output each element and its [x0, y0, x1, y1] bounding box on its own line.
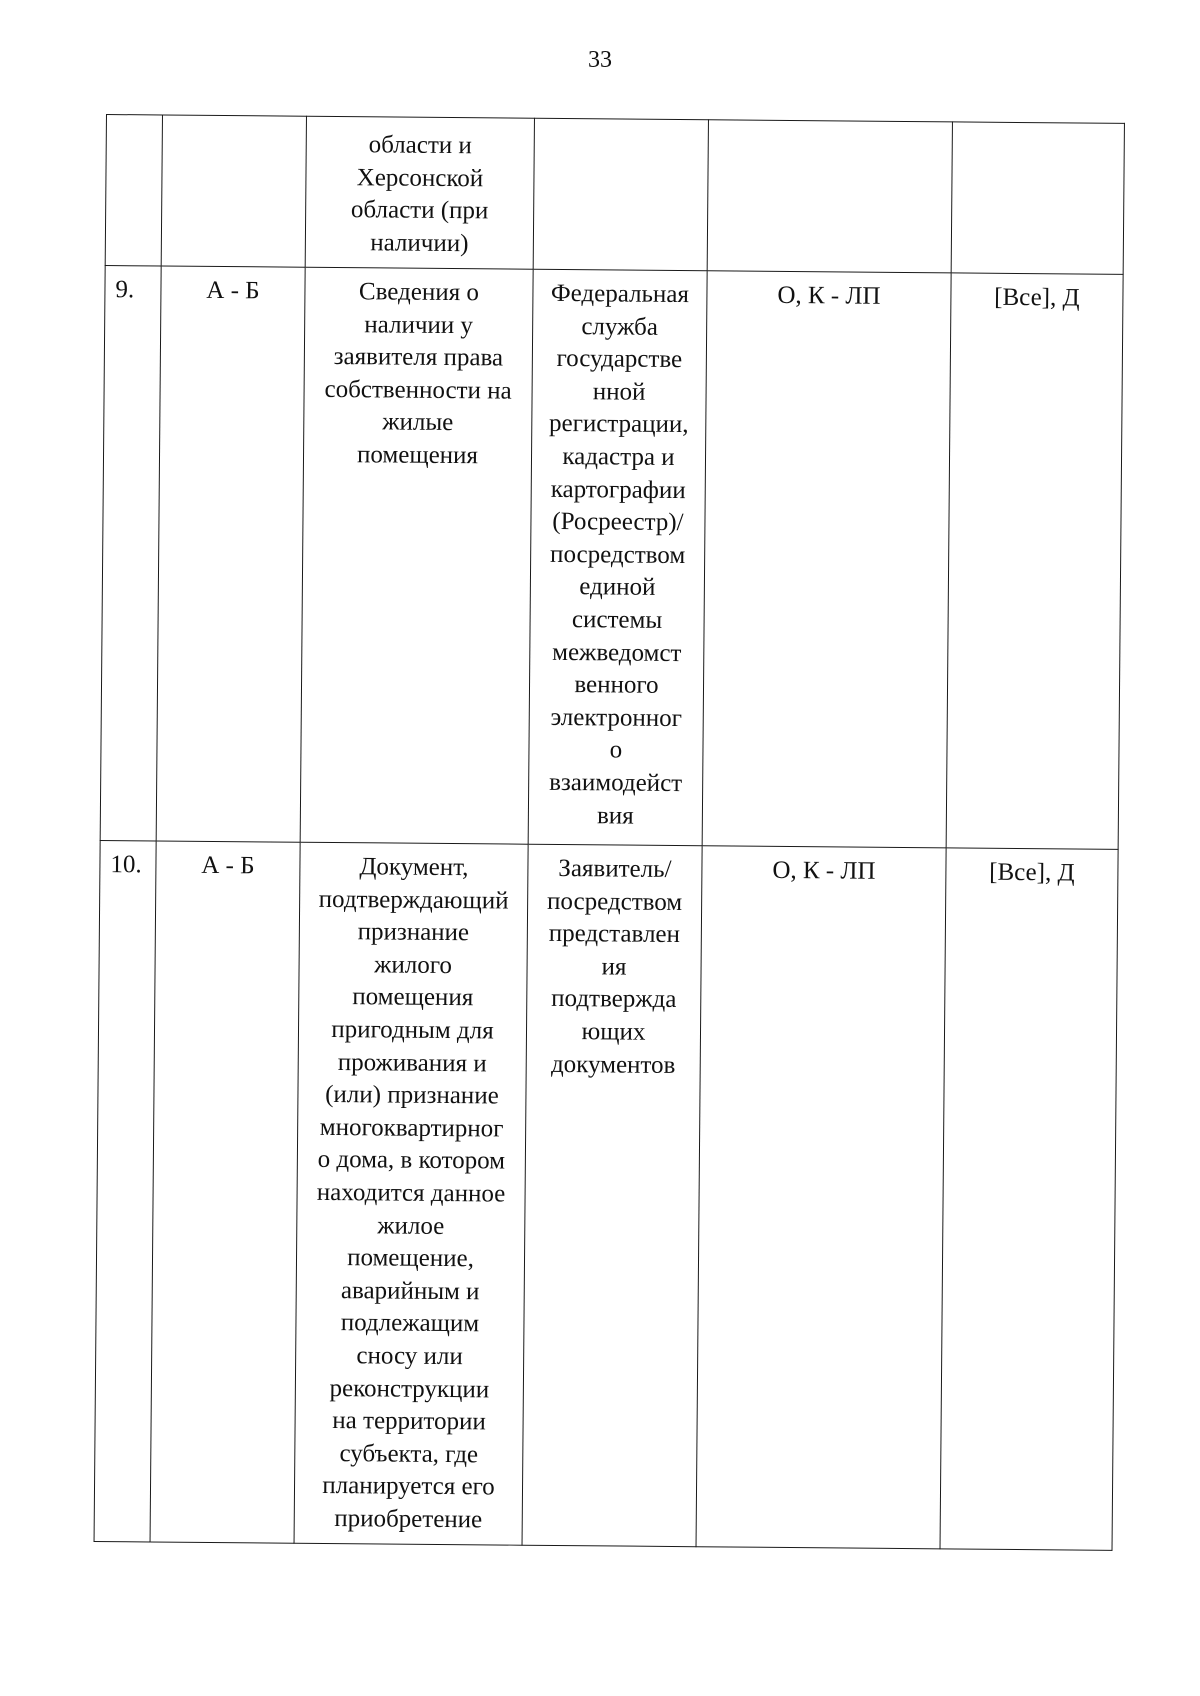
- cell-source: [522, 844, 702, 1546]
- row-document: Сведения о наличии у заявителя права собственности на жилые помещения: [324, 278, 512, 470]
- row-category: А - Б: [206, 276, 260, 305]
- row-category: [163, 115, 306, 134]
- table-row: [100, 265, 1123, 849]
- cell-document: [300, 267, 533, 844]
- row-number: 10.: [110, 851, 142, 879]
- cell-form: [696, 846, 946, 1549]
- cell-number: [105, 115, 162, 266]
- cell-form: [707, 120, 952, 273]
- row-source: Заявитель/ посредством представлен ия подтвержда ющих документов: [546, 854, 683, 1079]
- row-source: Федеральная служба государстве нной регистрации, кадастра и картографии (Росреестр)/ посредством единой системы межведомст венного электронног о взаимодейст вия: [548, 279, 690, 830]
- cell-category: [156, 266, 305, 842]
- table-row: [105, 115, 1124, 275]
- row-category: А - Б: [201, 851, 255, 880]
- row-scope: [Все], Д: [989, 858, 1075, 887]
- row-form: О, К - ЛП: [772, 856, 876, 885]
- row-form: [709, 120, 952, 140]
- documents-table: [94, 114, 1125, 1551]
- table-row: [94, 840, 1118, 1550]
- cell-source: [528, 269, 707, 845]
- row-number: [107, 115, 162, 133]
- row-scope: [953, 122, 1124, 141]
- cell-form: [702, 271, 951, 848]
- row-document: Документ, подтверждающий признание жилого помещения пригодным для проживания и (или) признание многоквартирног о дома, в котором находится данное жилое помещение, аварийным и подлежащим сносу или реконструкции на территории субъекта, где планируется его приобретение: [316, 853, 509, 1534]
- cell-document: [294, 842, 528, 1545]
- row-document: области и Херсонской области (при наличии): [350, 131, 489, 257]
- cell-scope: [946, 273, 1123, 849]
- row-source: [535, 119, 708, 139]
- cell-category: [150, 841, 300, 1543]
- cell-document: [305, 116, 534, 269]
- cell-number: [100, 265, 161, 840]
- cell-scope: [951, 122, 1124, 274]
- cell-source: [533, 118, 708, 271]
- cell-number: [94, 840, 156, 1541]
- row-form: О, К - ЛП: [777, 281, 881, 310]
- row-number: 9.: [115, 276, 135, 304]
- page-number: 33: [588, 47, 612, 73]
- cell-category: [161, 115, 306, 267]
- cell-scope: [940, 848, 1118, 1550]
- row-scope: [Все], Д: [994, 283, 1080, 312]
